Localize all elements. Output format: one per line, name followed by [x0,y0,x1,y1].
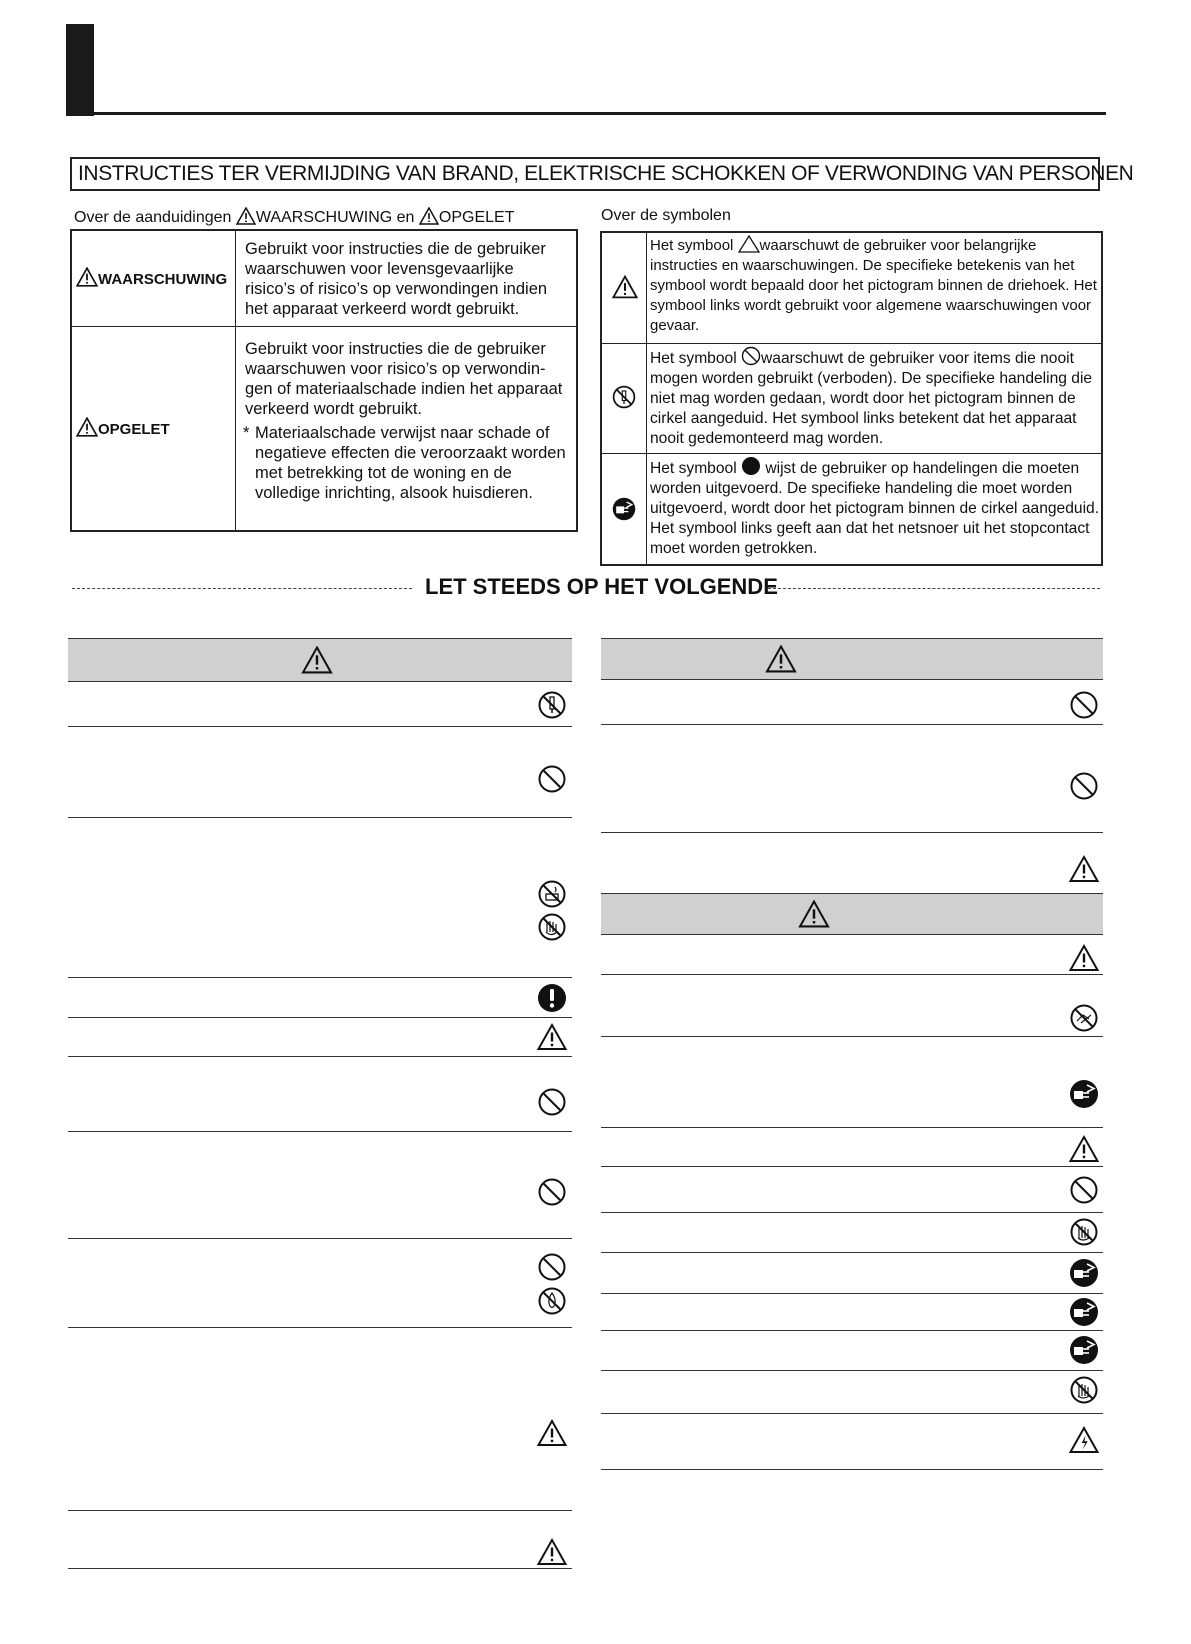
warning-triangle-icon [537,1537,567,1567]
left-row-divider [68,1568,572,1569]
unplug-icon [1069,1258,1099,1288]
no-wet-hands-icon [1069,1375,1099,1405]
label-row-warning [72,231,576,326]
warning-triangle-icon [537,1418,567,1448]
right-row-divider [601,1413,1103,1414]
left-row-divider [68,1056,572,1057]
right-row-divider [601,1330,1103,1331]
symbol-row-triangle [602,233,1101,343]
warning-triangle-icon [1069,854,1099,884]
symbol-row-prohibited [602,343,1101,454]
no-disassemble-icon [537,690,567,720]
right-row-divider [601,1370,1103,1371]
right-warning-header [601,638,1103,680]
right-row-divider [601,1293,1103,1294]
label-warning: WAARSCHUWING [98,271,228,288]
right-row-divider [601,1469,1103,1470]
right-row-divider [601,1212,1103,1213]
label-warning-text: Gebruikt voor instructies die de gebruiker waarschuwen voor levensgevaarlijke risico’s of risico’s op verwondingen indien het apparaat verkeerd wordt gebruikt. [245,240,548,318]
prohibited-icon [1069,771,1099,801]
left-row-divider [68,726,572,727]
symbols-table [600,231,1103,566]
chapter-marker [66,24,94,116]
symbols-heading: Over de symbolen [601,207,731,224]
banner-dash-right [768,588,1100,589]
labels-heading: Over de aanduidingen WAARSCHUWING en OPGELET [74,209,515,226]
no-touch-icon [1069,1003,1099,1033]
warning-triangle-icon [537,1022,567,1052]
symbol-mandatory-text: Het symbool wijst de gebruiker op handelingen die moeten worden uitgevoerd. De specifieke handeling die moet worden uitgevoerd, wordt door het pictogram binnen de cirkel aangeduid. Het symbool links geeft aan dat het netsnoer uit het stopcontact moet worden getrokken. [650,456,1100,559]
warning-triangle-icon [798,900,830,928]
symbol-row-mandatory [602,453,1101,567]
unplug-icon [1069,1297,1099,1327]
right-row-divider [601,724,1103,725]
right-row-divider [601,832,1103,833]
banner-title: LET STEEDS OP HET VOLGENDE [425,574,778,599]
symbol-prohibited-text: Het symbool waarschuwt de gebruiker voor items die nooit mogen worden gebruikt (verboden). De specifieke handeling die niet mag worden gedaan, wordt door het pictogram binnen de cirkel aangeduid. Het symbool links betekent dat het apparaat nooit gedemonteerd mag worden. [650,346,1100,449]
label-caution: OPGELET [98,421,170,438]
label-caution-text: Gebruikt voor instructies die de gebruiker waarschuwen voor risico’s op verwondin-gen of materiaalschade indien het apparaat verkeerd wordt gebruikt. [245,340,563,418]
prohibited-icon [537,764,567,794]
prohibited-icon [1069,1175,1099,1205]
no-wet-hands-icon [537,912,567,942]
label-row-caution [72,326,576,533]
prohibited-icon [537,1252,567,1282]
left-row-divider [68,1131,572,1132]
warning-triangle-icon [76,267,98,287]
unplug-icon [611,496,637,522]
right-row-divider [601,1036,1103,1037]
prohibited-outline-icon [741,346,761,366]
unplug-icon [1069,1079,1099,1109]
left-row-divider [68,1238,572,1239]
top-rule [66,112,1106,115]
prohibited-icon [537,1087,567,1117]
left-row-divider [68,817,572,818]
warning-triangle-icon [765,645,797,673]
no-fire-icon [537,1286,567,1316]
warning-triangle-icon [612,275,638,299]
right-row-divider [601,1127,1103,1128]
mandatory-dot-icon [741,456,761,476]
warning-triangle-icon [1069,943,1099,973]
page-title: INSTRUCTIES TER VERMIJDING VAN BRAND, ELEKTRISCHE SCHOKKEN OF VERWONDING VAN PERSONEN [70,157,1100,191]
right-caution-header [601,893,1103,935]
no-wet-hands-icon [1069,1217,1099,1247]
no-disassemble-icon [611,384,637,410]
right-row-divider [601,974,1103,975]
warning-triangle-icon [1069,1134,1099,1164]
banner-dash-left [72,588,412,589]
prohibited-icon [1069,690,1099,720]
warning-triangle-icon [301,646,333,674]
prohibited-icon [537,1177,567,1207]
labels-table [70,229,578,532]
left-row-divider [68,1327,572,1328]
warning-triangle-icon [419,207,439,225]
electric-shock-icon [1069,1425,1099,1455]
warning-triangle-icon [236,207,256,225]
symbol-triangle-text: Het symbool waarschuwt de gebruiker voor belangrijke instructies en waarschuwingen. De specifieke betekenis van het symbool wordt bepaald door het pictogram binnen de driehoek. Het symbool links wordt gebruikt voor algemene waarschuwingen voor gevaar. [650,237,1097,334]
right-row-divider [601,1252,1103,1253]
warning-triangle-outline-icon [738,235,760,253]
left-row-divider [68,1510,572,1511]
left-row-divider [68,1017,572,1018]
label-caution-note: Materiaalschade verwijst naar schade of negatieve effecten die veroorzaakt worden met betrekking tot de woning en de volledige inrichting, alsook huisdieren. [255,424,566,502]
unplug-icon [1069,1335,1099,1365]
right-row-divider [601,1166,1103,1167]
left-warning-header [68,638,572,682]
mandatory-icon [537,983,567,1013]
no-water-icon [537,879,567,909]
note-mark: * [243,424,250,442]
warning-triangle-icon [76,417,98,437]
left-row-divider [68,977,572,978]
